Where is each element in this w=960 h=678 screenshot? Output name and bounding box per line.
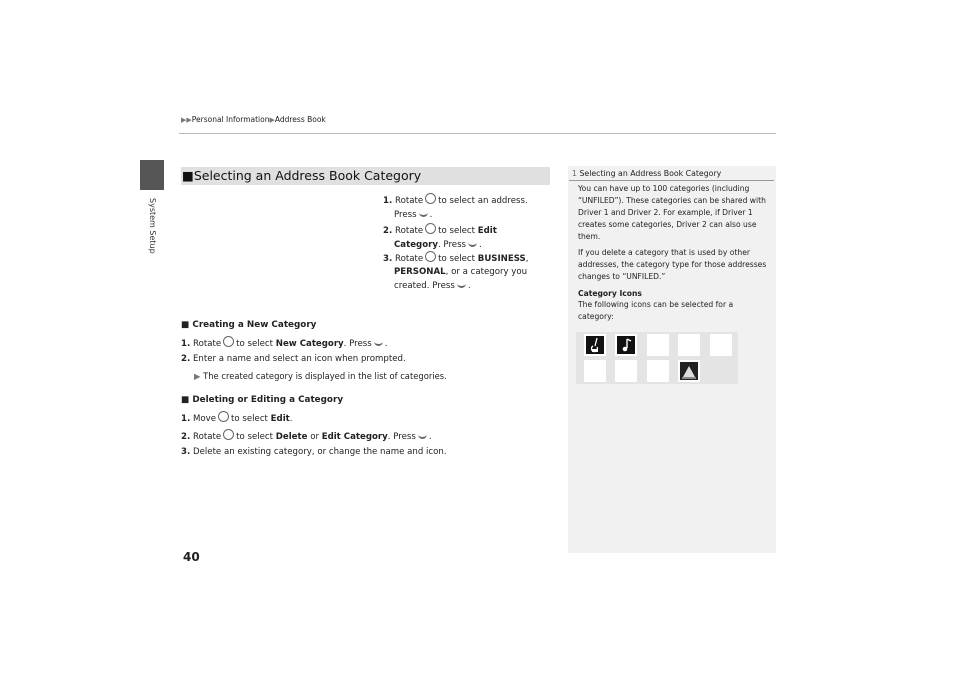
heading-square-icon: ■ xyxy=(181,320,193,330)
step-text: to select xyxy=(236,339,274,349)
press-icon xyxy=(457,279,466,288)
deleting-step-1 xyxy=(181,411,292,426)
deleting-heading-text: Deleting or Editing a Category xyxy=(192,395,344,405)
step-text: to select xyxy=(438,254,476,264)
step-text: Rotate xyxy=(394,196,424,206)
sidebar-paragraph-1: You can have up to 100 categories (including “UNFILED”). These categories can be shared with Driver 1 and Driver 2. For example, if Driver 1 creates some categories, Driver 2 can also use them. xyxy=(578,184,766,241)
knob-icon xyxy=(425,251,436,262)
step-text: . Press xyxy=(387,432,416,442)
step-number: 1. xyxy=(181,414,191,424)
step-bold-text: Edit xyxy=(270,414,290,424)
blank-icon xyxy=(678,334,700,356)
step-number: 2. xyxy=(383,226,393,236)
sidebar-icons-heading: Category Icons xyxy=(578,289,642,298)
press-icon xyxy=(418,430,427,439)
knob-icon xyxy=(425,193,436,204)
step-2 xyxy=(383,223,548,252)
sidebar-icons-text: The following icons can be selected for a category: xyxy=(578,300,734,321)
step-text: . xyxy=(479,240,482,250)
knob-icon xyxy=(223,429,234,440)
step-number: 2. xyxy=(181,432,191,442)
step-number: 2. xyxy=(181,354,191,364)
step-1 xyxy=(383,193,548,222)
press-icon xyxy=(468,238,477,247)
step-bold-text: New Category xyxy=(275,339,344,349)
section-title xyxy=(182,168,421,184)
header-rule xyxy=(179,133,776,134)
step-bold-text: Edit Category xyxy=(321,432,388,442)
creating-heading-text: Creating a New Category xyxy=(192,320,317,330)
step-text: . Press xyxy=(437,240,467,250)
creating-step-2 xyxy=(181,353,406,366)
step-text: . xyxy=(429,210,433,220)
step-text: Move xyxy=(192,414,217,424)
deleting-step-2 xyxy=(181,429,432,444)
step-text: , xyxy=(525,254,529,264)
creating-note xyxy=(194,371,447,381)
step-text: . xyxy=(384,339,388,349)
step-text: Press xyxy=(394,210,417,220)
step-text: . xyxy=(428,432,432,442)
breadcrumb-item-address-book: Address Book xyxy=(274,115,326,124)
step-text: Delete an existing category, or change the name and icon. xyxy=(192,447,447,457)
breadcrumb xyxy=(181,115,326,124)
sidebar-paragraph-2: If you delete a category that is used by other addresses, the category type for those addresses changes to “UNFILED.” xyxy=(578,248,767,281)
deleting-step-3 xyxy=(181,446,447,459)
creating-heading xyxy=(181,320,316,330)
step-3 xyxy=(383,251,551,293)
step-text: . Press xyxy=(343,339,372,349)
note-arrow-icon: ▶ xyxy=(194,371,204,381)
step-text: , or a category you xyxy=(445,267,528,277)
knob-icon xyxy=(425,223,436,234)
chapter-label: System Setup xyxy=(148,198,157,254)
deleting-heading xyxy=(181,395,343,405)
step-number: 1. xyxy=(383,196,393,206)
note-text: The created category is displayed in the list of categories. xyxy=(203,371,447,381)
step-number: 3. xyxy=(181,447,191,457)
section-marker: ■ xyxy=(182,168,194,183)
step-text: to select xyxy=(236,432,274,442)
step-bold-text: Edit xyxy=(477,226,497,236)
chapter-tab xyxy=(140,160,164,190)
camp-icon xyxy=(678,360,700,382)
step-bold-text: Delete xyxy=(275,432,308,442)
step-bold-text: BUSINESS xyxy=(477,254,526,264)
sidebar-title xyxy=(572,169,721,178)
breadcrumb-arrow-icon: ▶ xyxy=(269,116,275,124)
blank-icon xyxy=(615,360,637,382)
step-number: 3. xyxy=(383,254,393,264)
creating-step-1 xyxy=(181,336,387,351)
blank-icon xyxy=(710,334,732,356)
section-title-text: Selecting an Address Book Category xyxy=(193,168,422,183)
press-icon xyxy=(419,208,428,217)
breadcrumb-arrow-icon: ▶▶ xyxy=(181,116,192,124)
blank-icon xyxy=(584,360,606,382)
blank-icon xyxy=(647,360,669,382)
heading-square-icon: ■ xyxy=(181,395,193,405)
step-text: Rotate xyxy=(192,339,222,349)
step-text: . xyxy=(289,414,293,424)
sidebar-title-text: Selecting an Address Book Category xyxy=(579,169,722,178)
step-text: Rotate xyxy=(394,226,424,236)
step-bold-text: Category xyxy=(394,240,438,250)
category-icons-grid xyxy=(576,332,738,384)
sidebar-rule xyxy=(569,180,774,181)
step-text: or xyxy=(310,432,319,442)
step-number: 1. xyxy=(181,339,191,349)
breadcrumb-item-personal-information: Personal Information xyxy=(191,115,270,124)
move-icon xyxy=(218,411,229,422)
note-marker-icon: 1 xyxy=(572,169,580,178)
music-note-icon xyxy=(615,334,637,356)
press-icon xyxy=(374,337,383,346)
step-text: to select xyxy=(438,226,476,236)
step-text: to select xyxy=(231,414,268,424)
knob-icon xyxy=(223,336,234,347)
step-text: created. Press xyxy=(394,281,455,291)
blank-icon xyxy=(647,334,669,356)
page-number: 40 xyxy=(183,550,200,564)
step-text: Rotate xyxy=(394,254,424,264)
step-text: to select an address. xyxy=(438,196,528,206)
step-text: . xyxy=(467,281,471,291)
step-text: Enter a name and select an icon when prompted. xyxy=(192,354,406,364)
guitar-icon xyxy=(584,334,606,356)
step-bold-text: PERSONAL xyxy=(394,267,446,277)
step-text: Rotate xyxy=(192,432,222,442)
